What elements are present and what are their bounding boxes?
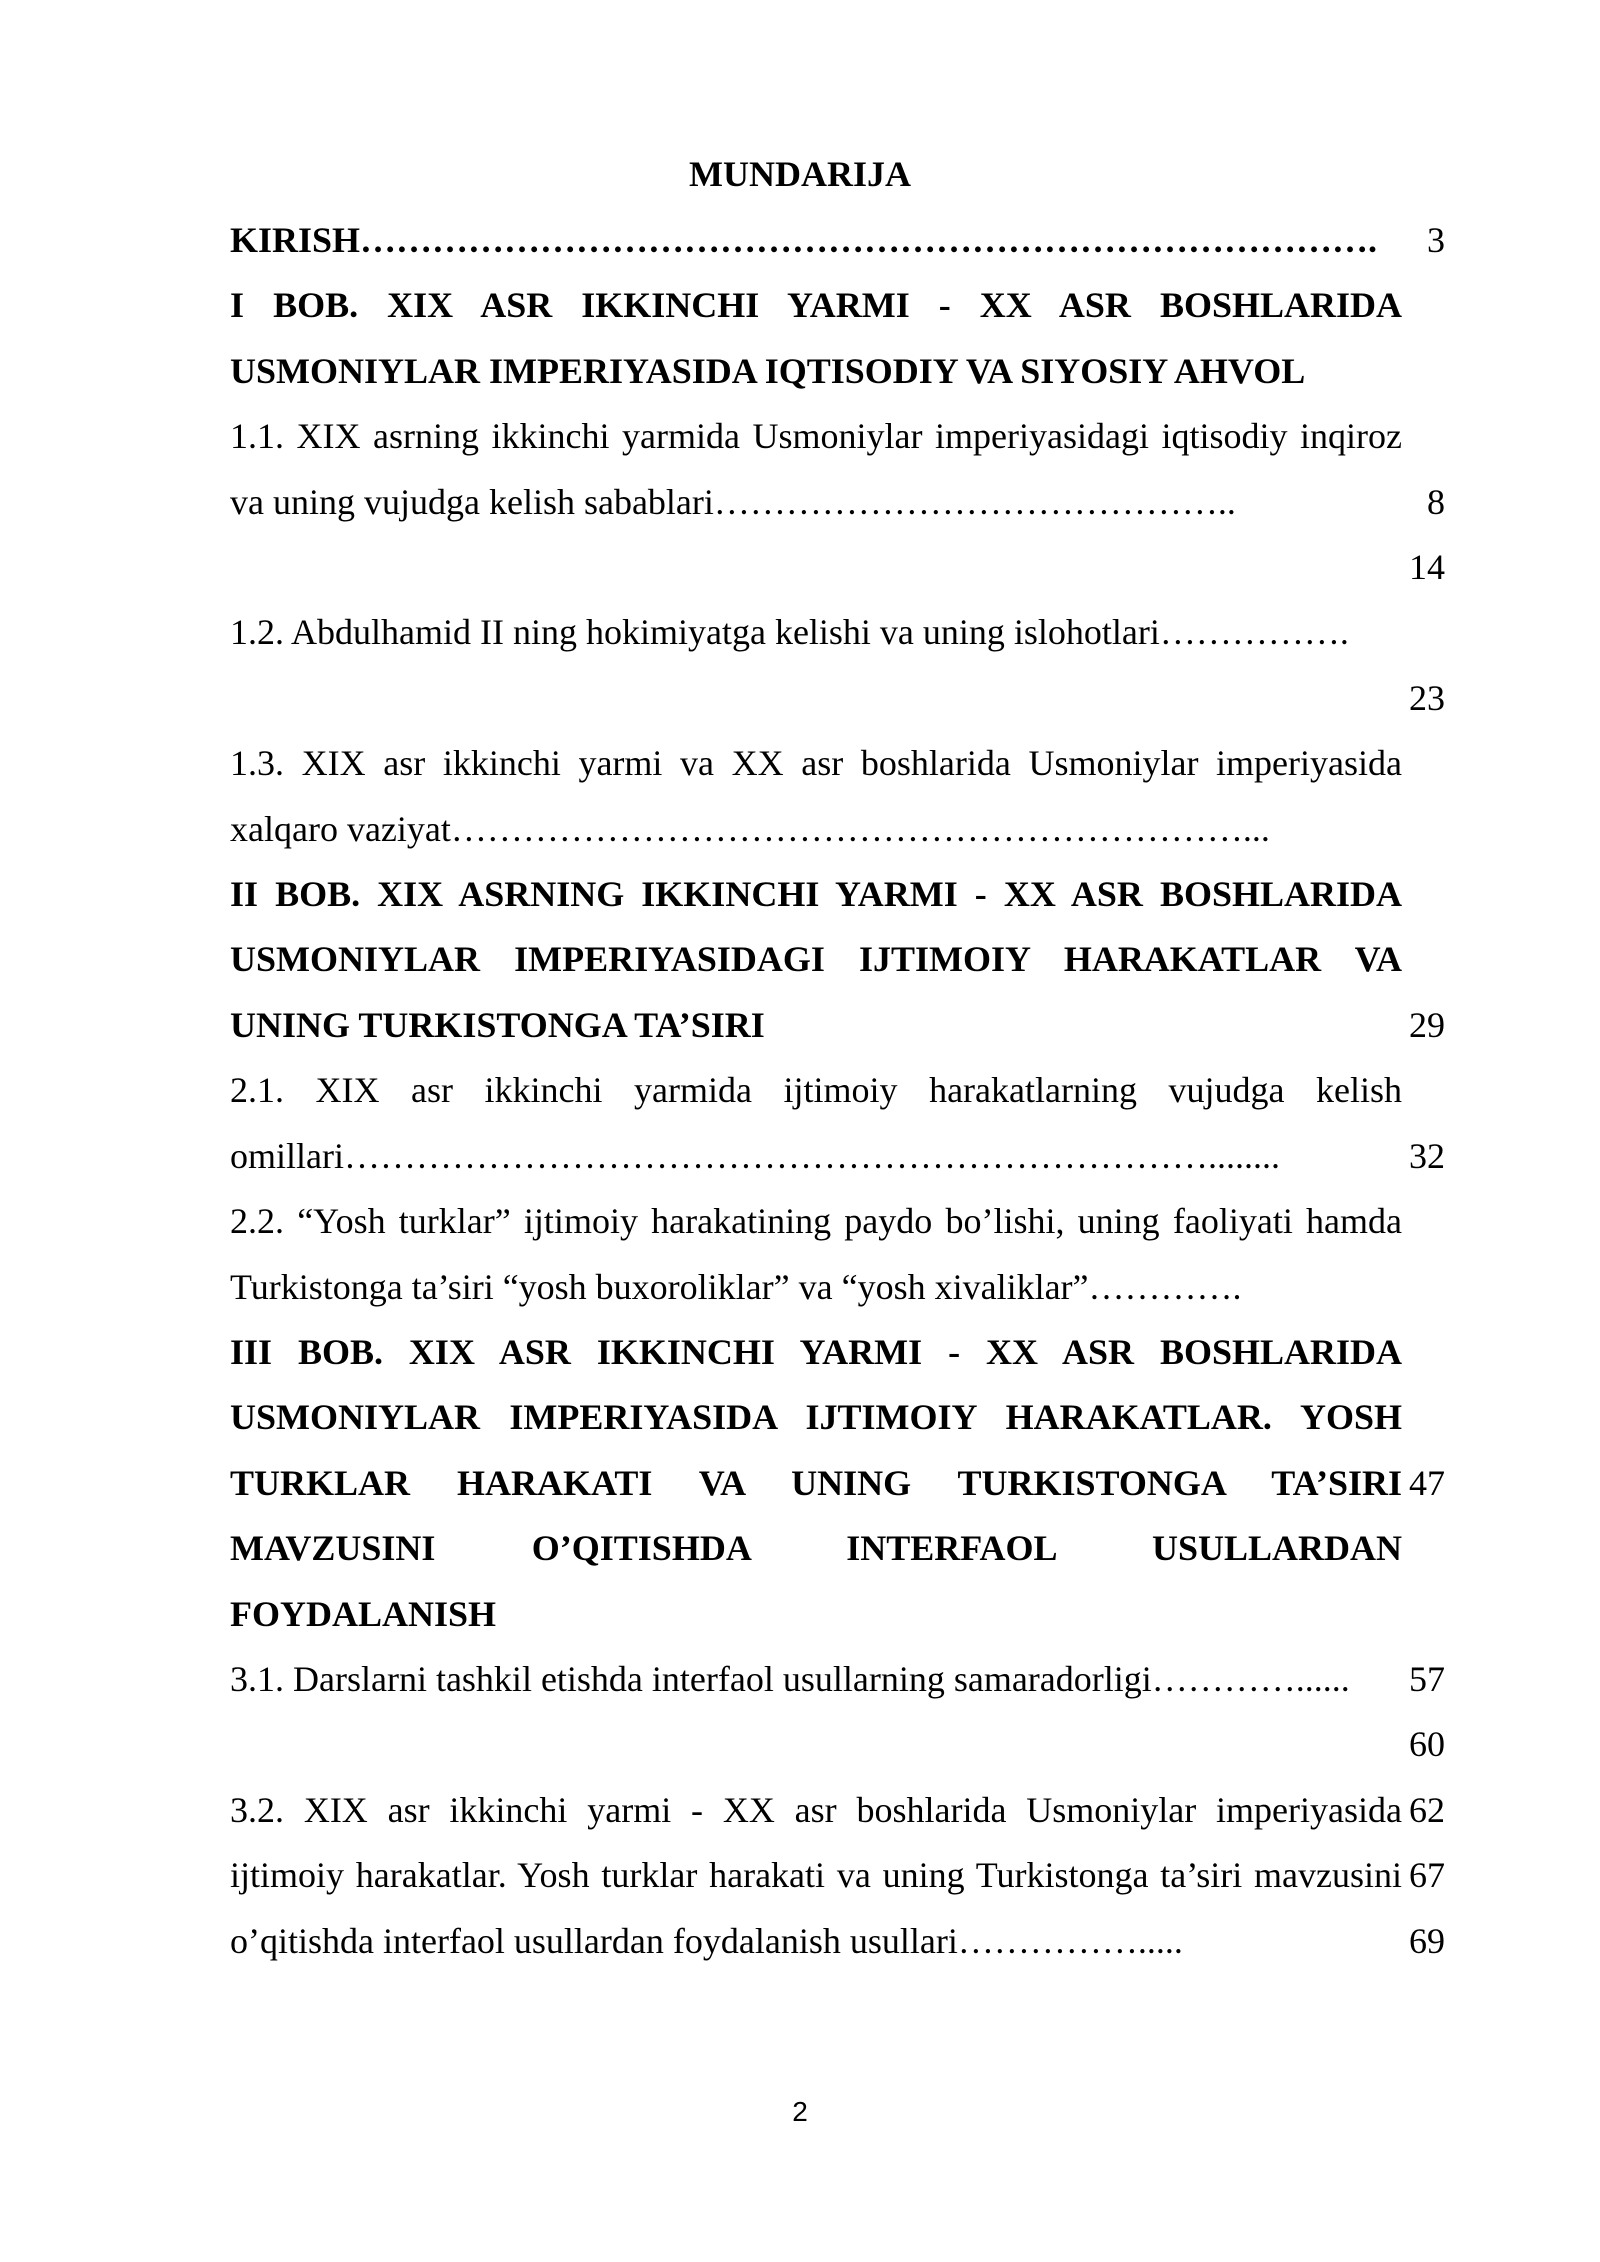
toc-page-number (1402, 927, 1445, 992)
page-number: 2 (792, 2096, 808, 2127)
table-of-contents (230, 208, 1445, 1974)
toc-entry (230, 1058, 1445, 1189)
toc-page-number: 3 (1427, 220, 1445, 260)
toc-page-numbers (1402, 404, 1445, 600)
toc-section-title: 1.3. XIX asr ikkinchi yarmi va XX asr boshlarida Usmoniylar imperiyasida xalqaro vaziyat…………………………………………………………... (230, 743, 1402, 849)
toc-section-title: 3.2. XIX asr ikkinchi yarmi - XX asr boshlarida Usmoniylar imperiyasida ijtimoiy harakatlar. Yosh turklar harakati va uning Turkistonga ta’siri mavzusini o’qitishda interfaol usullardan foydalanish usullari……………..... (230, 1789, 1402, 1961)
toc-section-title: 2.1. XIX asr ikkinchi yarmida ijtimoiy harakatlarning vujudga kelish omillari………………………………………………………………........ (230, 1070, 1402, 1176)
toc-page-numbers (1402, 1058, 1445, 1189)
toc-chapter-title: II BOB. XIX ASRNING IKKINCHI YARMI - XX ASR BOSHLARIDA USMONIYLAR IMPERIYASIDAGI IJTIMOIY HARAKATLAR VA UNING TURKISTONGA TA’SIRI (230, 874, 1402, 1045)
toc-chapter-title: I BOB. XIX ASR IKKINCHI YARMI - XX ASR BOSHLARIDA USMONIYLAR IMPERIYASIDA IQTISODIY VA SIYOSIY AHVOL (230, 285, 1402, 391)
toc-page-number: 69 (1409, 1920, 1445, 1961)
toc-page-number: 32 (1409, 1135, 1445, 1176)
toc-page-number (1402, 404, 1445, 469)
toc-page-number: 60 (1409, 1724, 1445, 1765)
toc-page-number (1402, 1385, 1445, 1450)
toc-chapter-title: KIRISH…………………………………………………………………………. (230, 220, 1378, 260)
toc-entry (230, 404, 1445, 600)
toc-entry (230, 1189, 1445, 1320)
toc-page-number: 57 (1409, 1658, 1445, 1699)
toc-entry (230, 1320, 1445, 1647)
toc-entry (230, 1647, 1445, 1778)
toc-section-title: 1.1. XIX asrning ikkinchi yarmida Usmoniylar imperiyasidagi iqtisodiy inqiroz va uning vujudga kelish sabablari…………………………………….. (230, 416, 1402, 522)
toc-entry (230, 208, 1445, 273)
toc-page-number: 67 (1409, 1855, 1445, 1896)
toc-entry (230, 1778, 1445, 1974)
toc-chapter-title: III BOB. XIX ASR IKKINCHI YARMI - XX ASR BOSHLARIDA USMONIYLAR IMPERIYASIDA IJTIMOIY HARAKATLAR. YOSH TURKLAR HARAKATI VA UNING TURKISTONGA TA’SIRI MAVZUSINI O’QITISHDA INTERFAOL USULLARDAN FOYDALANISH (230, 1331, 1402, 1634)
toc-page-numbers (1402, 600, 1445, 731)
toc-page-number: 47 (1409, 1462, 1445, 1503)
toc-page-numbers (1402, 1320, 1445, 1647)
toc-page-numbers (1402, 1778, 1445, 1974)
toc-section-title: 1.2. Abdulhamid II ning hokimiyatga kelishi va uning islohotlari……………. (230, 612, 1349, 653)
toc-section-title: 2.2. “Yosh turklar” ijtimoiy harakatining paydo bo’lishi, uning faoliyati hamda Turkistonga ta’siri “yosh buxoroliklar” va “yosh xivaliklar”…………. (230, 1201, 1402, 1307)
toc-page-number (1402, 600, 1445, 665)
toc-page-numbers (1402, 1647, 1445, 1778)
toc-page-numbers (1402, 1189, 1445, 1320)
toc-page-number: 29 (1409, 1004, 1445, 1045)
toc-page-numbers (1402, 273, 1445, 404)
toc-page-number: 23 (1409, 677, 1445, 718)
toc-page-numbers (1402, 731, 1445, 862)
toc-heading: MUNDARIJA (689, 154, 911, 194)
toc-page-numbers (1402, 862, 1445, 1058)
toc-page-number (1402, 1058, 1445, 1123)
toc-page-number: 8 (1427, 481, 1445, 522)
toc-page-numbers (1402, 208, 1445, 273)
toc-page-number: 62 (1409, 1789, 1445, 1830)
toc-entry (230, 731, 1445, 862)
toc-page-number: 14 (1409, 547, 1445, 588)
toc-entry (230, 862, 1445, 1058)
toc-body (230, 208, 1445, 1974)
toc-page-number (1402, 862, 1445, 927)
toc-entry (230, 600, 1445, 731)
toc-entry (230, 273, 1445, 404)
toc-section-title: 3.1. Darslarni tashkil etishda interfaol usullarning samaradorligi…………...... (230, 1658, 1350, 1699)
toc-page-number (1402, 1320, 1445, 1385)
